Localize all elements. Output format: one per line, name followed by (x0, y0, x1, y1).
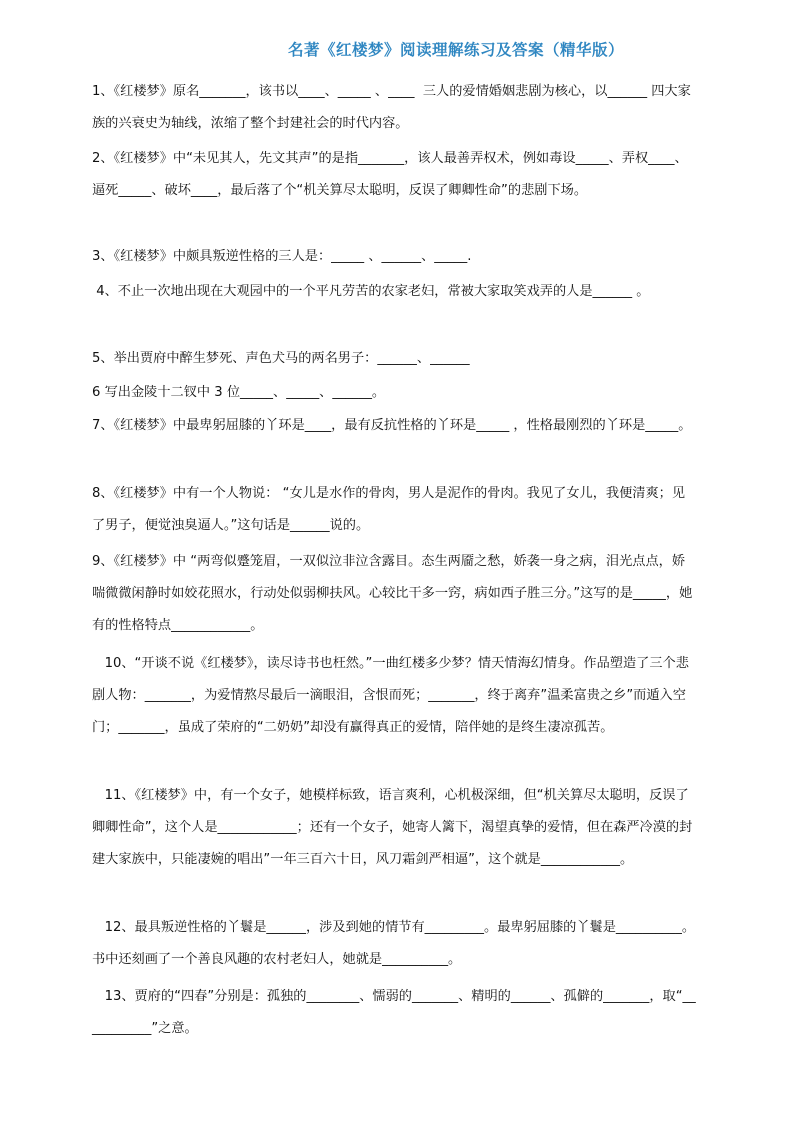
question-2: 2、《红楼梦》中“未见其人，先文其声”的是指_______，该人最善弄权术，例如毒设_____、弄权____、逼死_____、破坏____，最后落了个“机关算尽太聪明，反误了卿卿性命”的悲剧下场。 (92, 151, 688, 198)
question-6: 6 写出金陵十二钗中 3 位_____、_____、______。 (92, 385, 386, 400)
question-12: 12、最具叛逆性格的丫鬟是______，涉及到她的情节有_________。最卑躬屈膝的丫鬟是__________。书中还刻画了一个善良风趣的农村老妇人，她就是__________。 (92, 920, 696, 967)
question-11: 11、《红楼梦》中，有一个女子，她模样标致，语言爽利，心机极深细，但“机关算尽太聪明，反误了卿卿性命”，这个人是____________；还有一个女子，她寄人篱下，渴望真挚的爱情，但在森严冷漠的封建大家族中，只能凄婉的唱出”一年三百六十日，风刀霜剑严相逼”，这个就是____________。 (92, 788, 693, 867)
question-10: 10、“开谈不说《红楼梦》，读尽诗书也枉然。”一曲红楼多少梦？情天情海幻情身。作品塑造了三个悲剧人物：_______，为爱情熬尽最后一滴眼泪，含恨而死；_______，终于离弃”温柔富贵之乡”而遁入空门；_______，虽成了荣府的“二奶奶”却没有赢得真正的爱情，陪伴她的是终生凄凉孤苦。 (92, 656, 689, 735)
question-3: 3、《红楼梦》中颇具叛逆性格的三人是：_____ 、______、_____. (92, 249, 472, 264)
question-5: 5、举出贾府中醉生梦死、声色犬马的两名男子：______、______ (92, 351, 470, 366)
question-7: 7、《红楼梦》中最卑躬屈膝的丫环是____，最有反抗性格的丫环是_____ ，性格最刚烈的丫环是_____。 (92, 418, 692, 433)
question-1: 1、《红楼梦》原名_______，该书以____、_____ 、____ 三人的爱情婚姻悲剧为核心，以______ 四大家族的兴衰史为轴线，浓缩了整个封建社会的时代内容。 (92, 84, 691, 131)
document-title: 名著《红楼梦》阅读理解练习及答案（精华版） (288, 41, 625, 59)
question-13: 13、贾府的“四春”分别是：孤独的________、懦弱的_______、精明的______、孤僻的_______，取“___________”之意。 (92, 989, 696, 1036)
question-8: 8、《红楼梦》中有一个人物说： “女儿是水作的骨肉，男人是泥作的骨肉。我见了女儿，我便清爽；见了男子，便觉浊臭逼人。”这句话是______说的。 (92, 486, 686, 533)
question-4: 4、不止一次地出现在大观园中的一个平凡劳苦的农家老妇，常被大家取笑戏弄的人是______ 。 (92, 284, 650, 299)
question-9: 9、《红楼梦》中 “两弯似蹙笼眉，一双似泣非泣含露目。态生两靥之愁，娇袭一身之病，泪光点点，娇喘微微闲静时如姣花照水，行动处似弱柳扶风。心较比干多一窍，病如西子胜三分。”这写的是_____，她有的性格特点____________。 (92, 554, 693, 633)
